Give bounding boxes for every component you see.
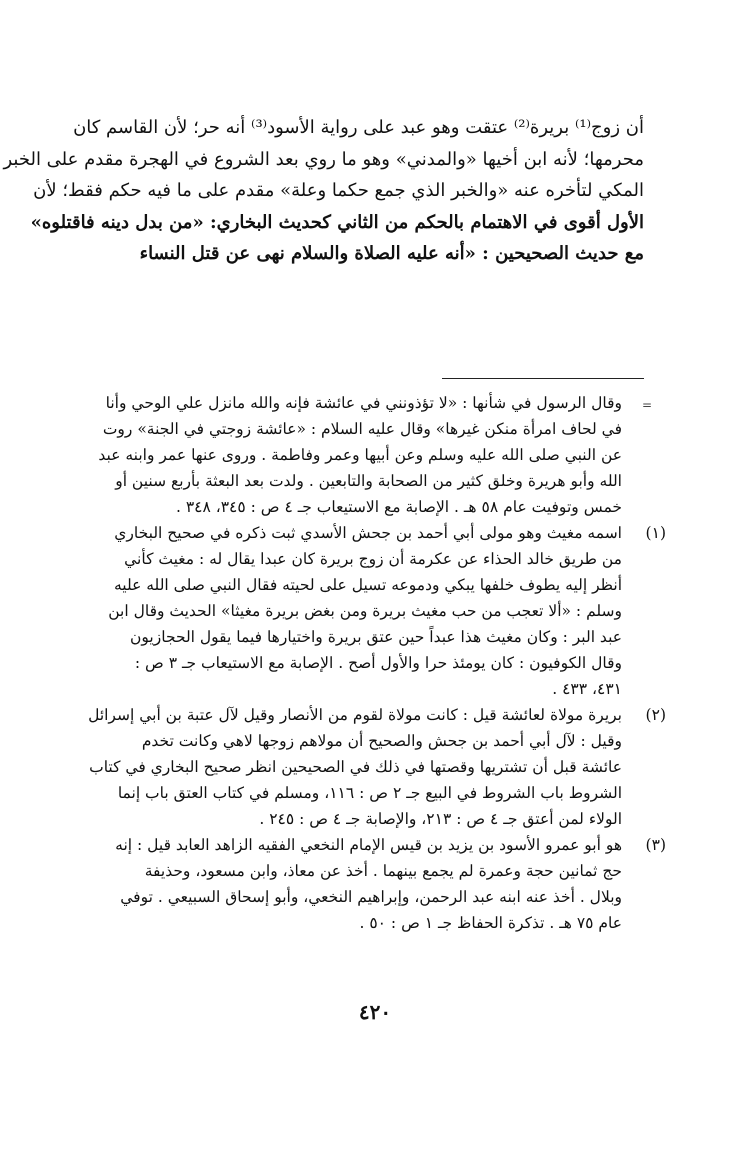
- footnote-line: وتوفيت عام ٥٨ هـ . الإصابة مع الاستيعاب جـ ٤ ص : ٣٤٥، ٣٤٨ .: [175, 498, 579, 516]
- footnote-line: في لحاف امرأة منكن غيرها» وقال عليه السلام : «عائشة زوجتي في الجنة» روت: [102, 420, 622, 438]
- main-line-1: أن زوج⁽¹⁾ بريرة⁽²⁾ عتقت وهو عبد على رواية الأسود⁽³⁾ أنه حر؛ لأن القاسم كان: [73, 117, 644, 138]
- footnote-line: ٤٣١، ٤٣٣ .: [552, 680, 622, 698]
- footnote-line: عائشة قبل أن تشتريها وقصتها في ذلك في الصحيحين انظر صحيح البخاري في كتاب: [89, 758, 622, 776]
- footnote-number: (١): [645, 524, 666, 542]
- main-line-4: الأول أقوى في الاهتمام بالحكم من الثاني كحديث البخاري: «من بدل دينه فاقتلوه»: [30, 211, 644, 233]
- footnote-line: وبلال . أخذ عنه ابنه عبد الرحمن، وإبراهيم النخعي، وأبو إسحاق السبيعي . توفي: [120, 888, 622, 906]
- footnote-line: عام ٧٥ هـ . تذكرة الحفاظ جـ ١ ص : ٥٠ .: [359, 914, 622, 932]
- footnote-2: [86, 702, 666, 832]
- footnote-line: وأبو هريرة وخلق كثير من الصحابة والتابعين . ولدت بعد البعثة بأربع سنين أو خمس: [115, 472, 622, 516]
- footnote-1: [86, 520, 666, 702]
- main-text: [3, 112, 644, 270]
- main-line-3: المكي لتأخره عنه «والخبر الذي جمع حكما وعلة» مقدم على ما فيه حكم فقط؛ لأن: [33, 180, 644, 201]
- footnote-line: حج ثمانين حجة وعمرة لم يجمع بينهما . أخذ عن معاذ، وابن مسعود، وحذيفة: [144, 862, 622, 880]
- footnote-continuation: [86, 390, 666, 520]
- main-line-5: مع حديث الصحيحين : «أنه عليه الصلاة والسلام نهى عن قتل النساء: [139, 243, 644, 264]
- footnote-line: عن النبي صلى الله عليه وسلم وعن أبيها وعمر وفاطمة . وروى عنها عمر وابنه عبد الله: [98, 446, 622, 490]
- footnotes: [86, 390, 666, 936]
- footnote-line: وقيل : لآل أبي أحمد بن جحش والصحيح أن مولاهم زوجها لاهي وكانت تخدم: [141, 732, 622, 750]
- footnote-line: الولاء لمن أعتق جـ ٤ ص : ٢١٣، والإصابة جـ ٤ ص : ٢٤٥ .: [259, 810, 622, 828]
- footnote-line: أنظر إليه يطوف خلفها يبكي ودموعه تسيل على لحيته فقال النبي صلى الله عليه: [113, 576, 622, 594]
- footnote-line: من طريق خالد الحذاء عن عكرمة أن زوج بريرة كان عبدا يقال له : مغيث كأني: [124, 550, 622, 568]
- footnote-number: (٣): [645, 836, 666, 854]
- footnote-number: (٢): [645, 706, 666, 724]
- footnote-3: [86, 832, 666, 936]
- footnote-line: وقال الرسول في شأنها : «لا تؤذونني في عائشة فإنه والله مانزل علي الوحي وأنا: [105, 394, 622, 412]
- main-line-2: محرمها؛ لأنه ابن أخيها «والمدني» وهو ما روي بعد الشروع في الهجرة مقدم على الخبر: [3, 148, 644, 170]
- footnote-line: الشروط باب الشروط في البيع جـ ٢ ص : ١١٦، ومسلم في كتاب العتق باب إنما: [117, 784, 622, 802]
- footnote-line: هو أبو عمرو الأسود بن يزيد بن قيس الإمام النخعي الفقيه الزاهد العابد قيل : إنه: [115, 836, 622, 854]
- footnote-line: بريرة مولاة لعائشة قيل : كانت مولاة لقوم من الأنصار وقيل لآل عتبة بن أبي إسرائل: [88, 706, 622, 724]
- footnote-line: وسلم : «ألا تعجب من حب مغيث بريرة ومن بغض بريرة مغيثا» الحديث وقال ابن: [108, 602, 622, 620]
- footnote-line: عبد البر : وكان مغيث هذا عبداً حين عتق بريرة واختيارها فيما يقول الحجازيون: [130, 628, 622, 646]
- footnote-line: وقال الكوفيون : كان يومئذ حرا والأول أصح . الإصابة مع الاستيعاب جـ ٣ ص :: [134, 654, 622, 672]
- footnote-line: اسمه مغيث وهو مولى أبي أحمد بن جحش الأسدي ثبت ذكره في صحيح البخاري: [114, 524, 622, 542]
- stray-mark: =: [642, 398, 653, 412]
- page-number: ٤٢٠: [358, 1000, 392, 1024]
- footnote-separator: [442, 378, 644, 379]
